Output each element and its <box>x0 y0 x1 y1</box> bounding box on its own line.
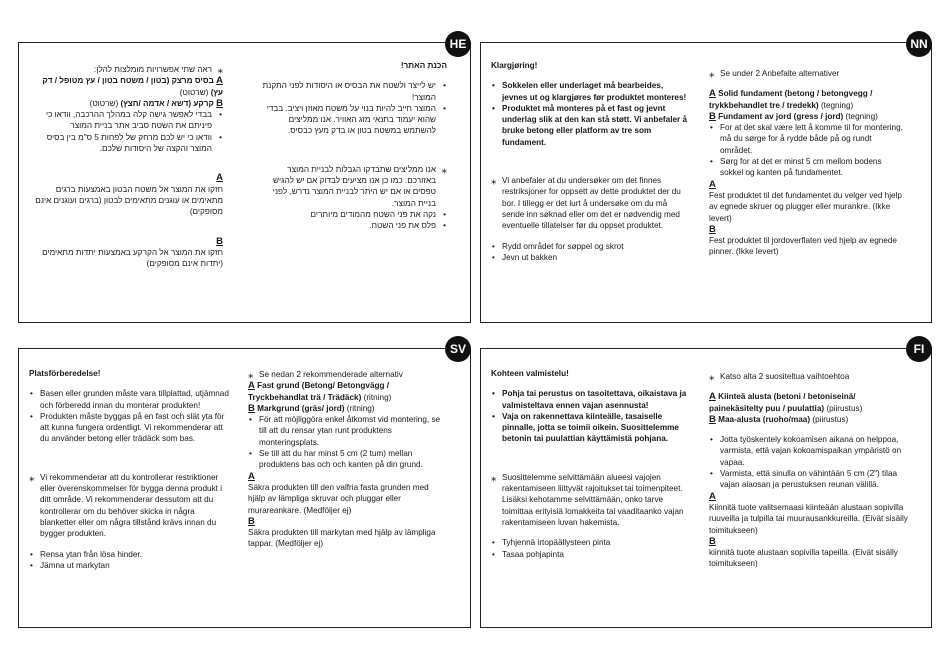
nn-label-b: B <box>709 223 716 235</box>
fi-bullet-5: • Jotta työskentely kokoamisen aikana on helppoa, varmista, että vajan kokoamispaikan ympäristö on vapaa. <box>709 434 909 468</box>
he-label-b: B <box>216 235 223 247</box>
sv-right-column <box>248 369 448 550</box>
fi-label-b: B <box>709 535 716 547</box>
nn-bullet-2: • Produktet må monteres på et fast og jevnt underlag slik at den kan stå støtt. Vi anbefaler å bruke betong eller platform av tre som fundament. <box>491 103 689 148</box>
sv-label-b: B <box>248 515 255 527</box>
fi-text-a: Kiinnitä tuote valitsemaasi kiinteään alustaan sopivilla ruuveilla ja tulpilla tai muurausankkureilla. (Eivät sisälly toimitukseen) <box>709 502 908 535</box>
fi-bullet-6: • Varmista, että sinulla on vähintään 5 cm (2") tilaa vajan alaosan ja perustuksen reunan välillä. <box>709 468 909 491</box>
he-text-a: חזקו את המוצר אל משטח הבטון באמצעות ברגים מתאימים או עוגנים מתאימים לבטון (ברגים ועוגנים אינם מסופקים) <box>35 184 223 217</box>
nn-left-column <box>491 60 689 263</box>
language-tag-sv: SV <box>445 336 471 362</box>
nn-note: ⁎ Vi anbefaler at du undersøker om det finnes restriksjoner for oppsett av dette produktet der du bor. I tillegg er det lurt å undersøke om du må sende inn søknad eller om det er nødvendig med eventuelle tillatelser før du oppset produktet. <box>491 175 689 231</box>
sv-text-b: Säkra produkten till markytan med hjälp av lämpliga tappar. (Medföljer ej) <box>248 528 436 549</box>
nn-text-a: Fest produktet til det fundamentet du velger ved hjelp av egnede skruer og plugger eller murankre. (Ikke levert) <box>709 190 902 223</box>
he-label-a: A <box>216 172 223 184</box>
nn-bullet-6: • Sørg for at det er minst 5 cm mellom bodens sokkel og kanten på fundamentet. <box>709 156 905 179</box>
he-left-column <box>32 64 223 269</box>
fi-option-a: A Kiinteä alusta (betoni / betoniseinä/ painekäsitelty puu / puulattia) (piirustus) <box>709 391 863 413</box>
he-right-column <box>257 60 447 232</box>
sv-bullet-3: • Rensa ytan från lösa hinder. <box>29 549 229 560</box>
sv-bullet-2: • Produkten måste byggas på en fast och slät yta för att kunna fungera ordentligt. Vi rekommenderar att du använder betong eller trädäck som bas. <box>29 411 229 445</box>
nn-label-a: A <box>709 178 716 190</box>
nn-bullet-4: • Jevn ut bakken <box>491 252 689 263</box>
fi-right-column <box>709 371 909 570</box>
he-text-b: חזקו את המוצר אל הקרקע באמצעות יתדות מתאימים (יתדות אינם מסופקים) <box>42 247 223 269</box>
language-tag-nn: NN <box>906 31 932 57</box>
fi-title: Kohteen valmistelu! <box>491 369 569 378</box>
he-bullet-2: • המוצר חייב להיות בנוי על משטח מאוזן ויציב. בבדי שהוא יעמוד בתנאי מזג האוויר. אנו ממליצים להשתמש במשטח בטון או בדק מעץ כבסיס. <box>257 103 447 137</box>
sv-bullet-5: • För att möjliggöra enkel åtkomst vid montering, se till att du rensar ytan runt produktens monteringsplats. <box>248 414 448 448</box>
fi-text-b: kiinnitä tuote alustaan sopivilla tapeilla. (Eivät sisälly toimitukseen) <box>709 548 898 569</box>
nn-text-b: Fest produktet til jordoverflaten ved hjelp av egnede pinner. (Ikke levert) <box>709 236 897 257</box>
sv-text-a: Säkra produkten till den valfria fasta grunden med hjälp av lämpliga skruvar och pluggar eller murareankare. (Medföljer ej) <box>248 482 429 515</box>
nn-bullet-3: • Rydd området for søppel og skrot <box>491 241 689 252</box>
fi-bullet-1: • Pohja tai perustus on tasoitettava, oikaistava ja valmisteltava ennen vajan asennusta! <box>491 388 693 411</box>
language-tag-he: HE <box>445 31 471 57</box>
he-bullet-3: • נקה את פני השטח מהמודים מיותרים <box>257 209 447 220</box>
fi-bullet-3: • Tyhjennä irtopäällysteen pinta <box>491 537 693 548</box>
he-bullet-1: • יש לייצר ולשטח את הבסיס או היסודות לפני התקנת המוצר! <box>257 80 447 103</box>
sv-title: Platsförberedelse! <box>29 369 101 378</box>
nn-option-a: A Solid fundament (betong / betongvegg / trykkbehandlet tre / tredekk) (tegning) <box>709 88 873 110</box>
fi-label-a: A <box>709 490 716 502</box>
sv-option-b: B Markgrund (gräs/ jord) (ritning) <box>248 402 375 414</box>
he-option-a: A בסיס מרצק (בטון / משטח בטון / עץ מטופל / דק עץ) (שרטוט) <box>42 75 223 97</box>
language-tag-fi: FI <box>906 336 932 362</box>
fi-option-b: B Maa-alusta (ruoho/maa) (piirustus) <box>709 413 849 425</box>
sv-bullet-4: • Jämna ut markytan <box>29 560 229 571</box>
he-note: ⁎ אנו ממליצים שתבדקו הגבלות לבניית המוצר באזורכם. כמו כן אנו מציעים לבדוק אם יש להגיש טפסים או אם יש היתר לבניית המוצר נדרש, לפני בניית המוצר. <box>257 164 447 209</box>
sv-bullet-6: • Se till att du har minst 5 cm (2 tum) mellan produktens bas och och kanten på din grund. <box>248 448 448 471</box>
sv-label-a: A <box>248 470 255 482</box>
fi-bullet-2: • Vaja on rakennettava kiinteälle, tasaiselle pinnalle, jotta se toimii oikein. Suosittelemme betonin tai puulattian käyttämistä pohjana. <box>491 411 693 445</box>
nn-title: Klargjøring! <box>491 61 538 70</box>
sv-options-intro: ⁎ Se nedan 2 rekommenderade alternativ <box>248 369 448 380</box>
he-bullet-6: • וודאו כי יש לכם מרחק של לפחות 5 ס"מ בין בסיס המוצר והקצה של היסודות שלכם. <box>32 132 223 155</box>
he-title: הכנת האתר! <box>400 61 447 70</box>
nn-option-b: B Fundament av jord (gress / jord) (tegning) <box>709 110 878 122</box>
fi-options-intro: ⁎ Katso alta 2 suositeltua vaihtoehtoa <box>709 371 909 382</box>
nn-bullet-5: • For at det skal være lett å komme til for montering, må du sørge for å rydde både på og rundt området. <box>709 122 905 156</box>
fi-bullet-4: • Tasaa pohjapinta <box>491 549 693 560</box>
nn-options-intro: ⁎ Se under 2 Anbefalte alternativer <box>709 68 905 79</box>
sv-option-a: A Fast grund (Betong/ Betongvägg / Tryckbehandlat trä / Trädäck) (ritning) <box>248 380 392 402</box>
sv-bullet-1: • Basen eller grunden måste vara tillplattad, utjämnad och förberedd innan du monterar produkten! <box>29 388 229 411</box>
fi-note: ⁎ Suosittelemme selvittämään alueesi vajojen rakentamiseen liittyvät rajoitukset tai toimenpiteet. Lisäksi kehotamme selvittämään, onko tarve toimittaa erityisiä lomakkeita tai vaaditaanko vajan rakentamiseen luvan hakemista. <box>491 472 693 528</box>
sv-note: ⁎ Vi rekommenderar att du kontrollerar restriktioner eller överenskommelser för bygga denna produkt i ditt område. Vi rekommenderar dessutom att du kontrollerar om du behöver skicka in några blanketter eller om några tillstånd krävs innan du bygger produkten. <box>29 472 229 540</box>
he-bullet-5: • בבדי לאפשר גישה קלה במהלך ההרכבה, וודאו כי פיניתם את השטח סביב אתר בניית המוצר <box>32 109 223 132</box>
sv-left-column <box>29 368 229 571</box>
he-option-b: B קרקע (דשא / אדמה /חצץ) (שרטוט) <box>89 97 223 109</box>
he-options-intro: ⁎ ראה שתי אפשרויות מומלצות להלן: <box>32 64 223 75</box>
he-bullet-4: • פלס את פני השטח. <box>257 220 447 231</box>
nn-bullet-1: • Sokkelen eller underlaget må bearbeides, jevnes ut og klargjøres før produktet monteres! <box>491 80 689 103</box>
fi-left-column <box>491 368 693 560</box>
nn-right-column <box>709 68 905 258</box>
